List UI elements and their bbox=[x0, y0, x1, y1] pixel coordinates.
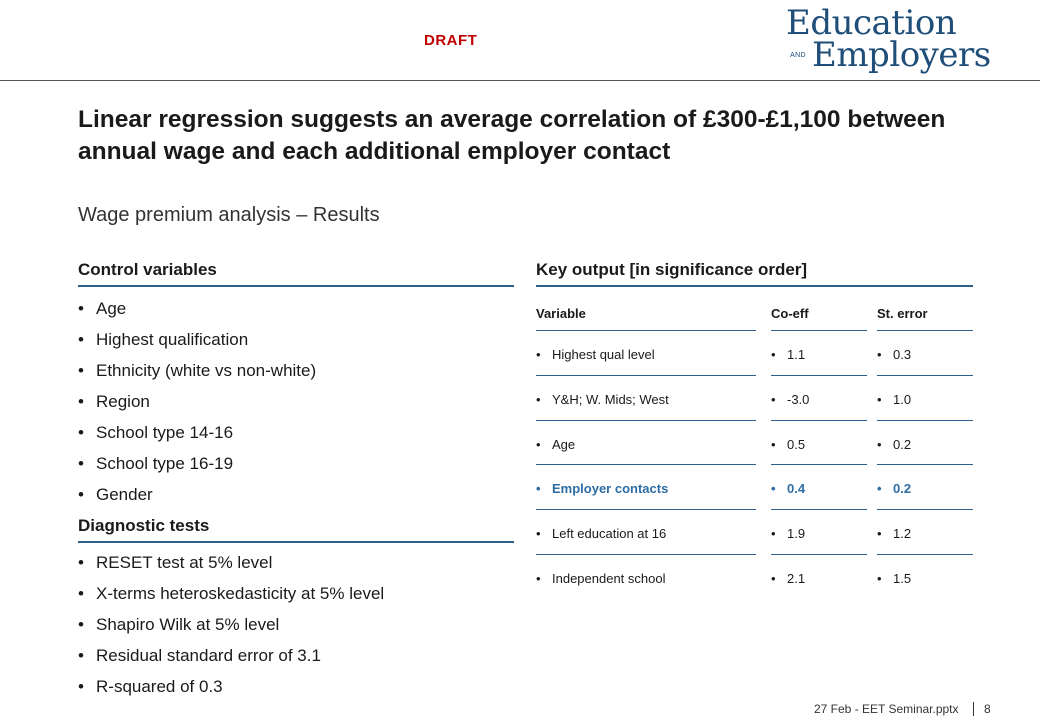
control-variables-list bbox=[78, 299, 316, 516]
list-item: • Ethnicity (white vs non-white) bbox=[78, 361, 316, 392]
cell-variable: • Independent school bbox=[536, 571, 665, 586]
cell-variable: • Age bbox=[536, 437, 575, 452]
education-and-employers-logo bbox=[786, 3, 991, 75]
table-rule bbox=[877, 554, 973, 555]
cell-variable: • Left education at 16 bbox=[536, 526, 666, 541]
footer-separator bbox=[973, 702, 974, 716]
cell-se: • 1.2 bbox=[877, 526, 911, 541]
table-rule bbox=[877, 464, 973, 465]
logo-and: AND bbox=[790, 51, 806, 59]
cell-se: • 0.2 bbox=[877, 481, 911, 496]
table-rule bbox=[771, 554, 867, 555]
table-rule bbox=[536, 464, 756, 465]
table-rule bbox=[536, 375, 756, 376]
cell-variable: • Employer contacts bbox=[536, 481, 668, 496]
header-se: St. error bbox=[877, 306, 928, 321]
table-rule bbox=[877, 420, 973, 421]
control-variables-heading: Control variables bbox=[78, 260, 217, 279]
table-rule bbox=[536, 420, 756, 421]
cell-se: • 0.3 bbox=[877, 347, 911, 362]
control-variables-rule bbox=[78, 285, 514, 287]
key-output-rule bbox=[536, 285, 973, 287]
footer-filename: 27 Feb - EET Seminar.pptx bbox=[814, 702, 959, 716]
cell-se: • 0.2 bbox=[877, 437, 911, 452]
key-output-heading: Key output [in significance order] bbox=[536, 260, 808, 279]
cell-variable: • Y&H; W. Mids; West bbox=[536, 392, 669, 407]
cell-coeff: • 2.1 bbox=[771, 571, 805, 586]
list-item: • RESET test at 5% level bbox=[78, 553, 384, 584]
list-item: • Residual standard error of 3.1 bbox=[78, 646, 384, 677]
cell-se: • 1.5 bbox=[877, 571, 911, 586]
list-item: • School type 14-16 bbox=[78, 423, 316, 454]
table-rule bbox=[536, 330, 756, 331]
diagnostic-tests-heading: Diagnostic tests bbox=[78, 516, 210, 535]
header-variable: Variable bbox=[536, 306, 586, 321]
cell-coeff: • 1.9 bbox=[771, 526, 805, 541]
list-item: • Shapiro Wilk at 5% level bbox=[78, 615, 384, 646]
slide-headline: Linear regression suggests an average correlation of £300-£1,100 between annual wage and each additional employer contact bbox=[78, 106, 946, 165]
list-item: • Highest qualification bbox=[78, 330, 316, 361]
table-rule bbox=[771, 420, 867, 421]
list-item: • R-squared of 0.3 bbox=[78, 677, 384, 708]
table-rule bbox=[771, 509, 867, 510]
header-coeff: Co-eff bbox=[771, 306, 809, 321]
slide-subtitle: Wage premium analysis – Results bbox=[78, 204, 380, 226]
list-item: • Region bbox=[78, 392, 316, 423]
logo-line-education: Education bbox=[786, 3, 957, 43]
cell-coeff: • 0.5 bbox=[771, 437, 805, 452]
list-item: • Age bbox=[78, 299, 316, 330]
list-item: • X-terms heteroskedasticity at 5% level bbox=[78, 584, 384, 615]
diagnostic-tests-list bbox=[78, 553, 384, 708]
table-rule bbox=[771, 464, 867, 465]
diagnostic-tests-rule bbox=[78, 541, 514, 543]
table-rule bbox=[771, 330, 867, 331]
table-rule bbox=[877, 330, 973, 331]
table-rule bbox=[877, 375, 973, 376]
table-rule bbox=[877, 509, 973, 510]
logo-line-employers: Employers bbox=[812, 35, 991, 75]
cell-se: • 1.0 bbox=[877, 392, 911, 407]
cell-coeff: • 0.4 bbox=[771, 481, 805, 496]
cell-variable: • Highest qual level bbox=[536, 347, 655, 362]
table-rule bbox=[536, 509, 756, 510]
cell-coeff: • -3.0 bbox=[771, 392, 809, 407]
list-item: • Gender bbox=[78, 485, 316, 516]
cell-coeff: • 1.1 bbox=[771, 347, 805, 362]
table-rule bbox=[771, 375, 867, 376]
footer-page-number: 8 bbox=[984, 702, 991, 716]
table-rule bbox=[536, 554, 756, 555]
draft-label: DRAFT bbox=[424, 32, 478, 49]
list-item: • School type 16-19 bbox=[78, 454, 316, 485]
header-divider bbox=[0, 80, 1040, 81]
